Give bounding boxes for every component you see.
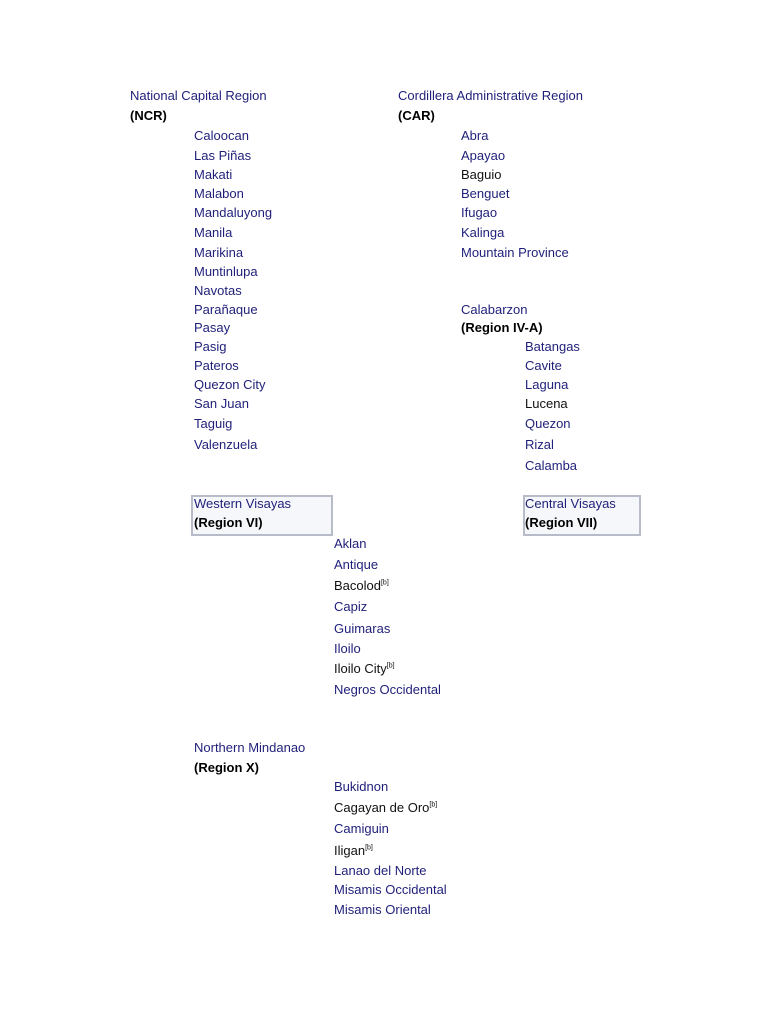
nm-item-misamis-occidental[interactable]: Misamis Occidental <box>334 882 447 897</box>
calabarzon-item-calamba[interactable]: Calamba <box>525 458 578 473</box>
ncr-code: (NCR) <box>130 108 167 123</box>
car-item-ifugao[interactable]: Ifugao <box>461 205 498 220</box>
nm-item-camiguin[interactable]: Camiguin <box>334 821 389 836</box>
wv-item-bacolod: Bacolod[b] <box>334 578 389 593</box>
northern-mindanao-code: (Region X) <box>194 760 259 775</box>
western-visayas-title[interactable]: Western Visayas <box>194 496 292 511</box>
ncr-item-navotas[interactable]: Navotas <box>194 283 242 298</box>
central-visayas-code: (Region VII) <box>525 515 598 530</box>
calabarzon-item-rizal[interactable]: Rizal <box>525 437 554 452</box>
car-code: (CAR) <box>398 108 435 123</box>
ncr-title[interactable]: National Capital Region <box>130 88 267 103</box>
footnote-mark[interactable]: [b] <box>365 844 373 852</box>
calabarzon-item-lucena: Lucena <box>525 396 568 411</box>
car-title[interactable]: Cordillera Administrative Region <box>398 88 583 103</box>
ncr-item-makati[interactable]: Makati <box>194 167 233 182</box>
footnote-mark[interactable]: [b] <box>386 662 395 670</box>
calabarzon-code: (Region IV-A) <box>461 320 543 335</box>
wv-item-negros-occidental[interactable]: Negros Occidental <box>334 682 441 697</box>
calabarzon-item-batangas[interactable]: Batangas <box>525 339 580 354</box>
ncr-item-caloocan[interactable]: Caloocan <box>194 128 249 143</box>
ncr-item-taguig[interactable]: Taguig <box>194 416 233 431</box>
wv-item-guimaras[interactable]: Guimaras <box>334 621 391 636</box>
wv-item-iloilo-city: Iloilo City[b] <box>334 661 395 676</box>
ncr-item-manila[interactable]: Manila <box>194 225 233 240</box>
western-visayas-code: (Region VI) <box>194 515 263 530</box>
calabarzon-item-cavite[interactable]: Cavite <box>525 358 562 373</box>
nm-item-misamis-oriental[interactable]: Misamis Oriental <box>334 902 431 917</box>
car-item-mountain-province[interactable]: Mountain Province <box>461 245 569 260</box>
ncr-item-quezon-city[interactable]: Quezon City <box>194 377 266 392</box>
calabarzon-item-quezon[interactable]: Quezon <box>525 416 571 431</box>
ncr-item-valenzuela[interactable]: Valenzuela <box>194 437 258 452</box>
ncr-item-pasay[interactable]: Pasay <box>194 320 231 335</box>
wv-item-iloilo[interactable]: Iloilo <box>334 641 361 656</box>
ncr-item-pasig[interactable]: Pasig <box>194 339 227 354</box>
ncr-item-mandaluyong[interactable]: Mandaluyong <box>194 205 273 220</box>
wv-item-antique[interactable]: Antique <box>334 557 379 572</box>
nm-item-iligan: Iligan[b] <box>334 843 373 858</box>
nm-item-bukidnon[interactable]: Bukidnon <box>334 779 389 794</box>
ncr-item-muntinlupa[interactable]: Muntinlupa <box>194 264 258 279</box>
car-item-apayao[interactable]: Apayao <box>461 148 506 163</box>
ncr-item-marikina[interactable]: Marikina <box>194 245 244 260</box>
ncr-item-las-pinas[interactable]: Las Piñas <box>194 148 252 163</box>
nm-item-cagayan-de-oro: Cagayan de Oro[b] <box>334 800 438 815</box>
calabarzon-title[interactable]: Calabarzon <box>461 302 528 317</box>
ncr-item-malabon[interactable]: Malabon <box>194 186 244 201</box>
car-item-abra[interactable]: Abra <box>461 128 489 143</box>
car-item-benguet[interactable]: Benguet <box>461 186 510 201</box>
ncr-item-paranaque[interactable]: Parañaque <box>194 302 258 317</box>
car-item-kalinga[interactable]: Kalinga <box>461 225 505 240</box>
wv-item-aklan[interactable]: Aklan <box>334 536 367 551</box>
northern-mindanao-title[interactable]: Northern Mindanao <box>194 740 306 755</box>
car-item-baguio: Baguio <box>461 167 502 182</box>
calabarzon-item-laguna[interactable]: Laguna <box>525 377 569 392</box>
central-visayas-title[interactable]: Central Visayas <box>525 496 616 511</box>
footnote-mark[interactable]: [b] <box>380 579 389 587</box>
wv-item-capiz[interactable]: Capiz <box>334 599 368 614</box>
nm-item-lanao-del-norte[interactable]: Lanao del Norte <box>334 863 427 878</box>
ncr-item-pateros[interactable]: Pateros <box>194 358 239 373</box>
footnote-mark[interactable]: [b] <box>429 801 438 809</box>
ncr-item-san-juan[interactable]: San Juan <box>194 396 249 411</box>
